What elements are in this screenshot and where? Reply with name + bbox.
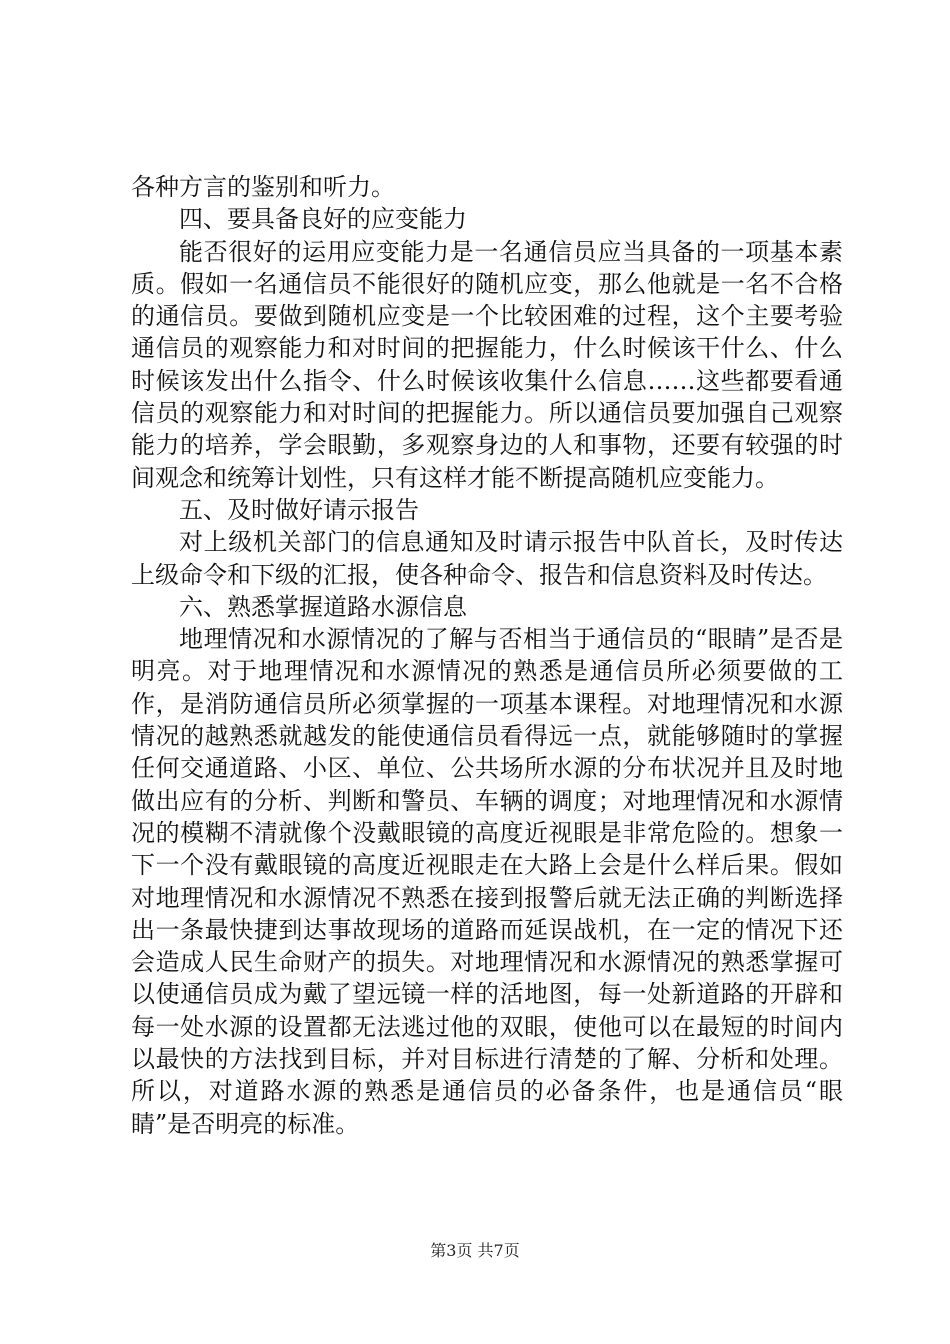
paragraph-reporting: 对上级机关部门的信息通知及时请示报告中队首长，及时传达上级命令和下级的汇报，使各种命令、报告和信息资料及时传达。: [131, 528, 843, 589]
section-heading-4: 四、要具备良好的应变能力: [179, 205, 467, 234]
page-number-footer: 第3页 共7页: [430, 1241, 520, 1260]
paragraph-road-water-info: 地理情况和水源情况的了解与否相当于通信员的“眼睛”是否是明亮。对于地理情况和水源情况的熟悉是通信员所必须要做的工作，是消防通信员所必须掌握的一项基本课程。对地理情况和水源情况的越熟悉就越发的能使通信员看得远一点，就能够随时的掌握任何交通道路、小区、单位、公共场所水源的分布状况并且及时地做出应有的分析、判断和警员、车辆的调度；对地理情况和水源情况的模糊不清就像个没戴眼镜的高度近视眼是非常危险的。想象一下一个没有戴眼镜的高度近视眼走在大路上会是什么样后果。假如对地理情况和水源情况不熟悉在接到报警后就无法正确的判断选择出一条最快捷到达事故现场的道路而延误战机，在一定的情况下还会造成人民生命财产的损失。对地理情况和水源情况的熟悉掌握可以使通信员成为戴了望远镜一样的活地图，每一处新道路的开辟和每一处水源的设置都无法逃过他的双眼，使他可以在最短的时间内以最快的方法找到目标，并对目标进行清楚的了解、分析和处理。所以，对道路水源的熟悉是通信员的必备条件，也是通信员“眼睛”是否明亮的标准。: [131, 625, 843, 1138]
section-heading-6: 六、熟悉掌握道路水源信息: [179, 592, 467, 621]
section-heading-5: 五、及时做好请示报告: [179, 495, 419, 524]
paragraph-adaptability: 能否很好的运用应变能力是一名通信员应当具备的一项基本素质。假如一名通信员不能很好的随机应变，那么他就是一名不合格的通信员。要做到随机应变是一个比较困难的过程，这个主要考验通信员的观察能力和对时间的把握能力，什么时候该干什么、什么时候该发出什么指令、什么时候该收集什么信息……这些都要看通信员的观察能力和对时间的把握能力。所以通信员要加强自己观察能力的培养，学会眼勤，多观察身边的人和事物，还要有较强的时间观念和统筹计划性，只有这样才能不断提高随机应变能力。: [131, 237, 843, 492]
paragraph-continued: 各种方言的鉴别和听力。: [131, 173, 395, 201]
document-body: [131, 171, 843, 1140]
